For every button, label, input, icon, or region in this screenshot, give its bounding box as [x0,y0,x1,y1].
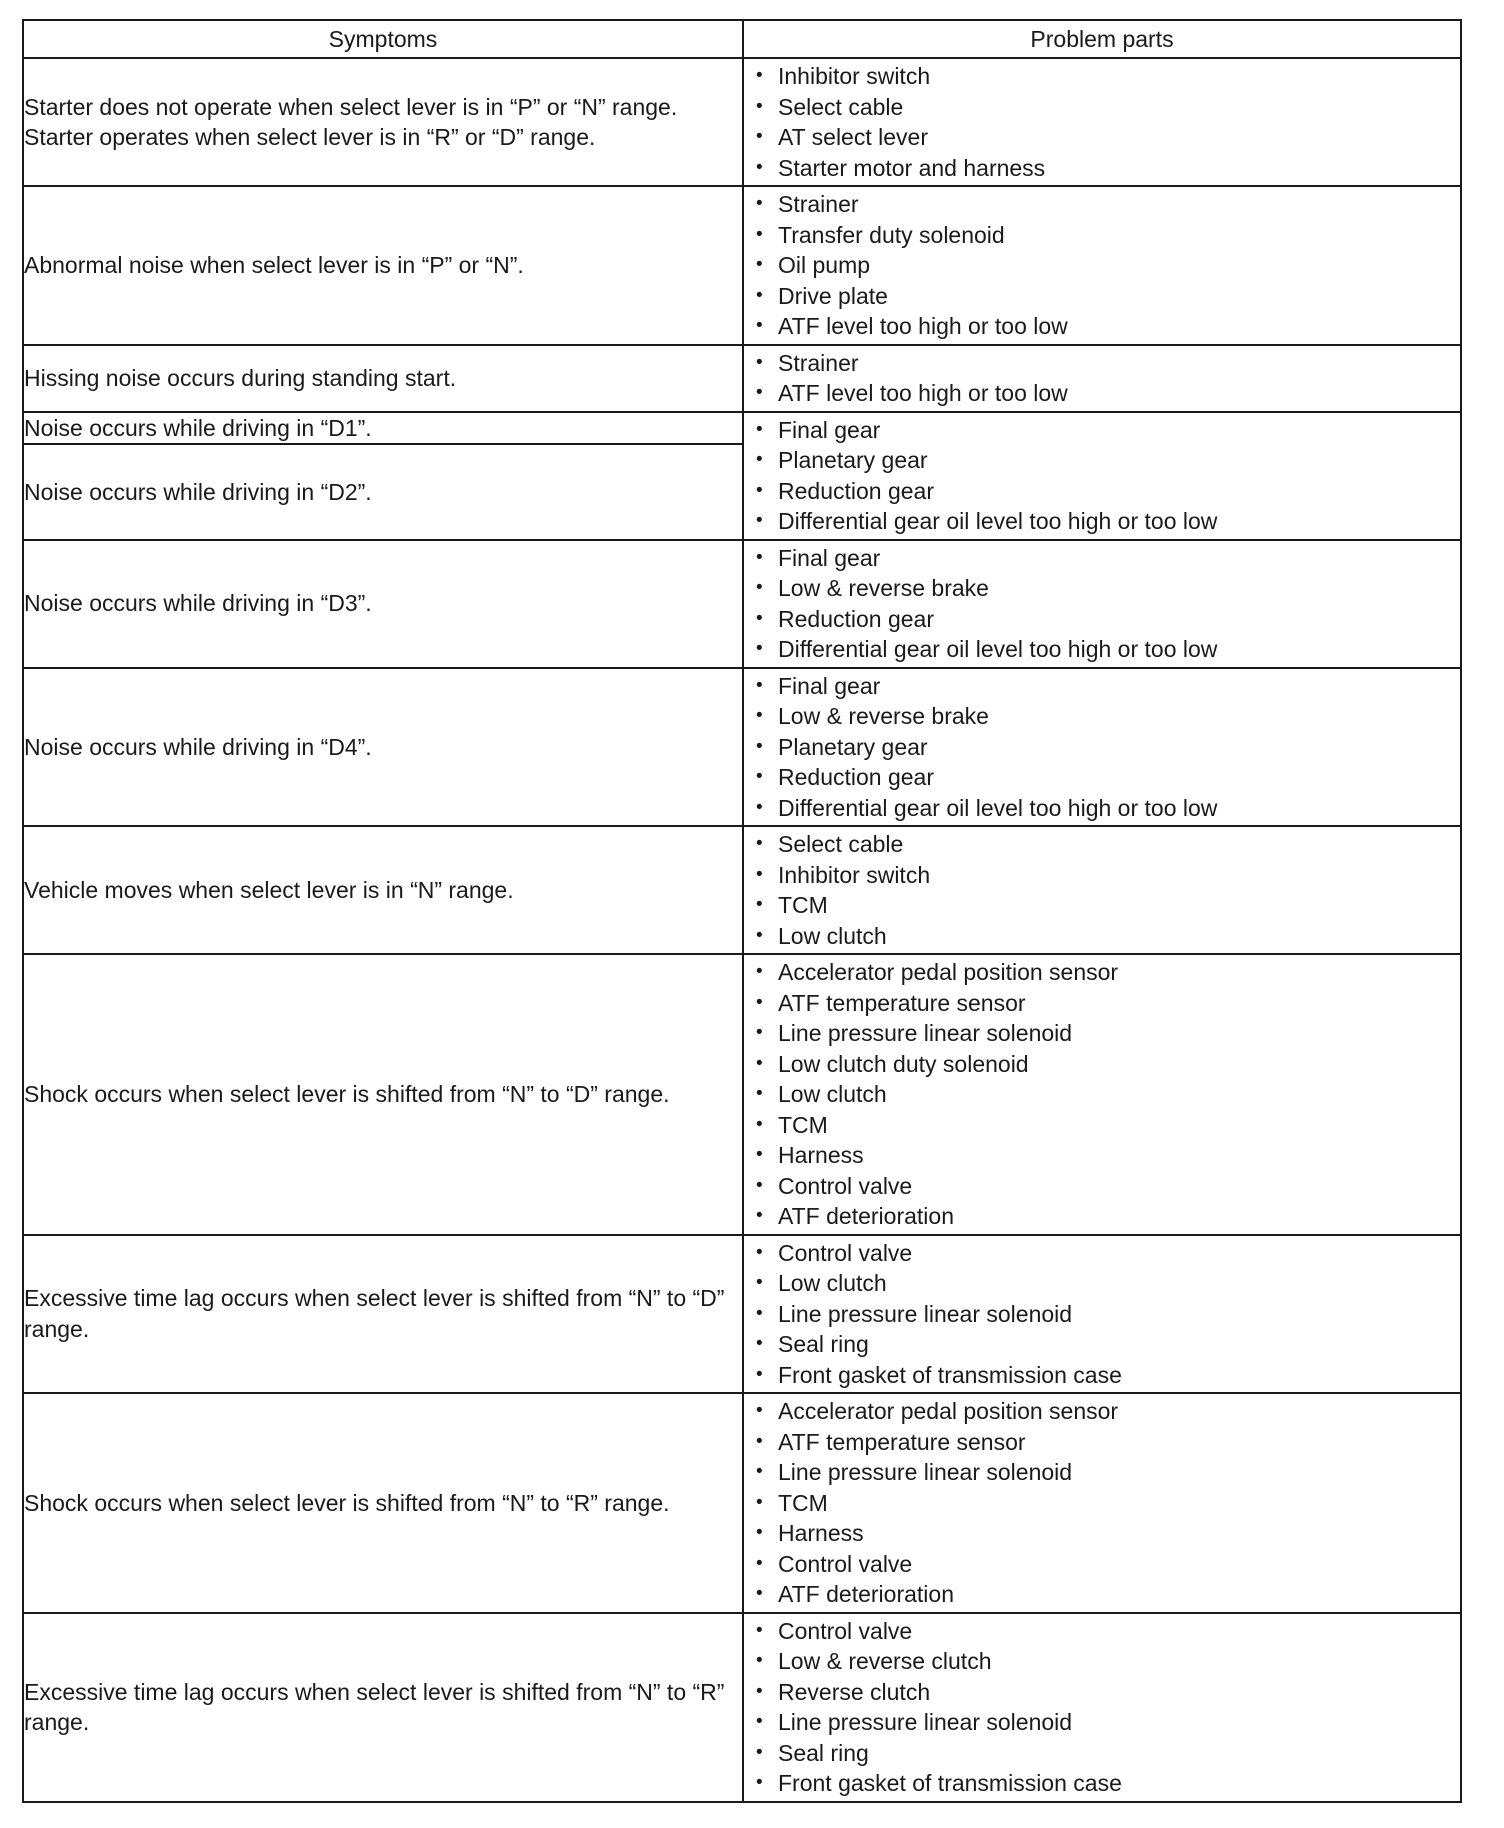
bullet-icon: • [756,1741,763,1763]
bullet-icon: • [756,1491,763,1513]
symptom-cell: Hissing noise occurs during standing start. [23,345,743,412]
list-item [754,573,1460,604]
bullet-icon: • [756,193,763,214]
problem-part-text: Final gear [778,672,881,699]
bullet-icon: • [756,735,763,757]
bullet-icon: • [756,254,763,275]
problem-part-text: ATF deterioration [778,1581,954,1607]
bullet-icon: • [756,1205,763,1226]
bullet-icon: • [756,833,763,854]
list-item [754,1268,1460,1299]
symptom-cell: Shock occurs when select lever is shifted from “N” to “D” range. [23,954,743,1235]
problem-part-text: Inhibitor switch [778,861,931,888]
bullet-icon: • [756,1113,763,1135]
list-item [754,921,1460,952]
problem-parts-cell [743,668,1461,827]
symptom-cell: Vehicle moves when select lever is in “N” range. [23,826,743,954]
problem-part-text: Reverse clutch [778,1678,931,1705]
symptom-cell: Noise occurs while driving in “D3”. [23,540,743,668]
problem-parts-list [744,413,1460,539]
bullet-icon: • [756,796,763,818]
bullet-icon: • [756,1241,763,1263]
list-item [754,1329,1460,1360]
list-item [754,1488,1460,1519]
symptom-cell: Excessive time lag occurs when select lever is shifted from “N” to “R” range. [23,1613,743,1802]
list-item [754,378,1460,409]
problem-parts-list [744,955,1460,1234]
header-row [23,20,1461,58]
list-item [754,1457,1460,1488]
list-item [754,762,1460,793]
list-item [754,220,1460,251]
problem-part-text: Starter motor and harness [778,154,1046,181]
diagnosis-table [22,19,1462,1803]
list-item [754,506,1460,537]
list-item [754,348,1460,379]
bullet-icon: • [756,863,763,885]
problem-part-text: Front gasket of transmission case [778,1361,1122,1388]
problem-part-text: Control valve [778,1239,913,1266]
table-body [23,58,1461,1802]
problem-part-text: Low clutch [778,922,887,949]
list-item [754,281,1460,312]
table-row [23,540,1461,668]
list-item [754,988,1460,1019]
problem-parts-cell [743,58,1461,186]
problem-parts-cell [743,412,1461,540]
bullet-icon: • [756,95,763,117]
list-item [754,1140,1460,1171]
problem-parts-list [744,1614,1460,1801]
bullet-icon: • [756,1400,763,1421]
problem-parts-cell [743,186,1461,345]
list-item [754,1646,1460,1677]
problem-part-text: Select cable [778,831,904,857]
problem-part-text: Transfer duty solenoid [778,221,1005,248]
list-item [754,1427,1460,1458]
list-item [754,1616,1460,1647]
bullet-icon: • [756,1772,763,1793]
list-item [754,92,1460,123]
list-item [754,61,1460,92]
problem-part-text: Planetary gear [778,447,928,473]
problem-parts-list [744,827,1460,953]
problem-part-text: Control valve [778,1617,913,1644]
bullet-icon: • [756,1363,763,1385]
list-item [754,793,1460,824]
problem-part-text: Final gear [778,416,881,443]
problem-part-text: Low & reverse clutch [778,1648,992,1674]
problem-parts-list [744,1236,1460,1393]
header-symptoms: Symptoms [23,20,743,58]
problem-part-text: Control valve [778,1550,913,1577]
symptom-cell: Shock occurs when select lever is shifted from “N” to “R” range. [23,1393,743,1613]
problem-parts-cell [743,826,1461,954]
problem-parts-list [744,346,1460,411]
bullet-icon: • [756,705,763,726]
problem-part-text: Harness [778,1520,864,1546]
list-item [754,634,1460,665]
table-row [23,58,1461,186]
problem-parts-list [744,541,1460,667]
problem-part-text: Front gasket of transmission case [778,1770,1122,1796]
bullet-icon: • [756,1552,763,1574]
problem-part-text: Seal ring [778,1739,869,1766]
bullet-icon: • [756,1461,763,1482]
table-row [23,412,1461,444]
problem-part-text: TCM [778,1111,828,1138]
problem-part-text: Line pressure linear solenoid [778,1459,1073,1485]
list-item [754,250,1460,281]
bullet-icon: • [756,546,763,568]
list-item [754,1110,1460,1141]
problem-part-text: Differential gear oil level too high or too low [778,508,1218,534]
problem-part-text: Low clutch [778,1270,887,1296]
bullet-icon: • [756,315,763,336]
table-row [23,1393,1461,1613]
table-row [23,954,1461,1235]
problem-part-text: Drive plate [778,282,888,309]
problem-part-text: Reduction gear [778,605,934,632]
bullet-icon: • [756,991,763,1013]
problem-part-text: Inhibitor switch [778,63,931,89]
list-item [754,1738,1460,1769]
problem-parts-list [744,59,1460,185]
list-item [754,476,1460,507]
bullet-icon: • [756,1302,763,1324]
list-item [754,445,1460,476]
problem-parts-cell [743,540,1461,668]
problem-part-text: Harness [778,1142,864,1168]
bullet-icon: • [756,510,763,531]
problem-parts-cell [743,1613,1461,1802]
problem-part-text: Differential gear oil level too high or too low [778,794,1218,821]
list-item [754,122,1460,153]
list-item [754,829,1460,860]
list-item [754,1171,1460,1202]
list-item [754,1579,1460,1610]
list-item [754,1049,1460,1080]
problem-parts-list [744,187,1460,344]
bullet-icon: • [756,1022,763,1043]
symptom-cell: Starter does not operate when select lever is in “P” or “N” range. Starter operates when select lever is in “R” or “D” range. [23,58,743,186]
bullet-icon: • [756,1650,763,1671]
bullet-icon: • [756,126,763,147]
list-item [754,1299,1460,1330]
bullet-icon: • [756,1619,763,1641]
problem-part-text: Line pressure linear solenoid [778,1709,1073,1735]
problem-part-text: Seal ring [778,1331,869,1357]
table-row [23,186,1461,345]
bullet-icon: • [756,1522,763,1543]
problem-part-text: Line pressure linear solenoid [778,1020,1073,1046]
bullet-icon: • [756,1083,763,1104]
bullet-icon: • [756,766,763,787]
problem-parts-cell [743,1235,1461,1394]
bullet-icon: • [756,382,763,403]
problem-part-text: Reduction gear [778,477,934,504]
problem-part-text: Select cable [778,93,904,120]
list-item [754,860,1460,891]
bullet-icon: • [756,1144,763,1165]
table-row [23,345,1461,412]
symptom-cell: Excessive time lag occurs when select lever is shifted from “N” to “D” range. [23,1235,743,1394]
problem-parts-list [744,669,1460,826]
list-item [754,1018,1460,1049]
bullet-icon: • [756,65,763,86]
bullet-icon: • [756,351,763,373]
list-item [754,1201,1460,1232]
bullet-icon: • [756,1680,763,1702]
bullet-icon: • [756,1711,763,1732]
bullet-icon: • [756,577,763,598]
problem-part-text: ATF deterioration [778,1203,954,1229]
bullet-icon: • [756,1052,763,1074]
list-item [754,957,1460,988]
list-item [754,890,1460,921]
list-item [754,543,1460,574]
bullet-icon: • [756,156,763,178]
list-item [754,189,1460,220]
bullet-icon: • [756,638,763,659]
problem-part-text: Low clutch duty solenoid [778,1050,1029,1077]
problem-part-text: Strainer [778,191,859,217]
problem-part-text: Strainer [778,349,859,376]
bullet-icon: • [756,449,763,470]
list-item [754,1768,1460,1799]
bullet-icon: • [756,418,763,440]
problem-part-text: Low & reverse brake [778,703,989,729]
symptom-cell: Noise occurs while driving in “D2”. [23,444,743,540]
bullet-icon: • [756,284,763,306]
bullet-icon: • [756,1430,763,1452]
bullet-icon: • [756,223,763,245]
problem-parts-list [744,1394,1460,1612]
table-row [23,1613,1461,1802]
problem-part-text: Accelerator pedal position sensor [778,1398,1119,1424]
list-item [754,1396,1460,1427]
list-item [754,1549,1460,1580]
problem-part-text: ATF temperature sensor [778,1428,1026,1455]
problem-part-text: Low clutch [778,1081,887,1107]
table-row [23,1235,1461,1394]
problem-part-text: Oil pump [778,252,871,278]
list-item [754,1518,1460,1549]
list-item [754,732,1460,763]
list-item [754,701,1460,732]
list-item [754,1360,1460,1391]
bullet-icon: • [756,1174,763,1196]
bullet-icon: • [756,479,763,501]
list-item [754,311,1460,342]
problem-part-text: Differential gear oil level too high or too low [778,636,1218,662]
list-item [754,1238,1460,1269]
problem-part-text: Line pressure linear solenoid [778,1300,1073,1327]
bullet-icon: • [756,924,763,946]
problem-parts-cell [743,1393,1461,1613]
symptom-cell: Noise occurs while driving in “D4”. [23,668,743,827]
problem-part-text: Control valve [778,1172,913,1199]
symptom-cell: Abnormal noise when select lever is in “P” or “N”. [23,186,743,345]
list-item [754,671,1460,702]
table-row [23,668,1461,827]
problem-part-text: ATF level too high or too low [778,380,1068,406]
problem-part-text: Final gear [778,544,881,571]
problem-parts-cell [743,345,1461,412]
header-problem-parts: Problem parts [743,20,1461,58]
bullet-icon: • [756,1272,763,1293]
problem-part-text: ATF temperature sensor [778,989,1026,1016]
bullet-icon: • [756,674,763,696]
bullet-icon: • [756,607,763,629]
list-item [754,415,1460,446]
list-item [754,153,1460,184]
problem-part-text: ATF level too high or too low [778,313,1068,339]
problem-part-text: Reduction gear [778,764,934,790]
bullet-icon: • [756,1583,763,1604]
list-item [754,1079,1460,1110]
problem-part-text: TCM [778,892,828,918]
problem-part-text: Accelerator pedal position sensor [778,959,1119,985]
problem-part-text: AT select lever [778,124,928,150]
list-item [754,1707,1460,1738]
list-item [754,604,1460,635]
table-row [23,826,1461,954]
problem-part-text: Planetary gear [778,733,928,760]
problem-part-text: TCM [778,1489,828,1516]
problem-parts-cell [743,954,1461,1235]
symptom-cell: Noise occurs while driving in “D1”. [23,412,743,444]
list-item [754,1677,1460,1708]
bullet-icon: • [756,1333,763,1354]
problem-part-text: Low & reverse brake [778,575,989,601]
bullet-icon: • [756,894,763,915]
bullet-icon: • [756,961,763,982]
